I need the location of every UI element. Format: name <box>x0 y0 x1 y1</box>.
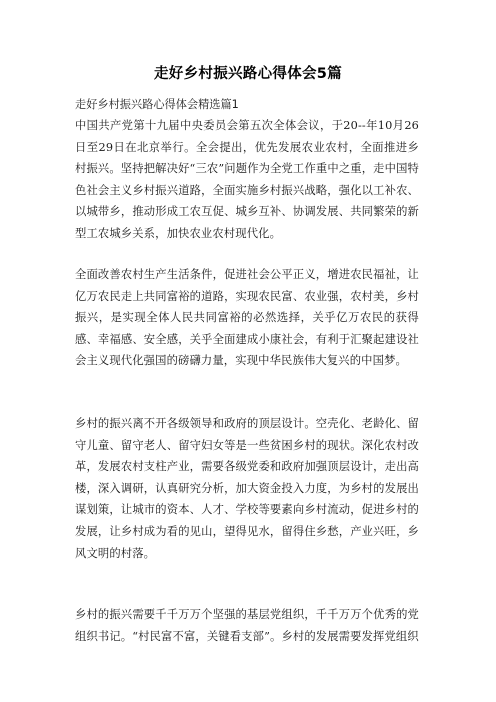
paragraph-4: 乡村的振兴需要千千万万个坚强的基层党组织，千千万万个优秀的党组织书记。“村民富不富，关键看支部”。乡村的发展需要发挥党组织 <box>75 608 419 643</box>
section-subtitle: 走好乡村振兴路心得体会精选篇1 <box>75 98 239 111</box>
document-title: 走好乡村振兴路心得体会5篇 <box>154 66 342 82</box>
paragraph-2: 全面改善农村生产生活条件，促进社会公平正义，增进农民福祉，让亿万农民走上共同富裕的道路，实现农民富、农业强，农村美，乡村振兴，是实现全体人民共同富裕的必然选择，关乎亿万农民的获得感、幸福感、安全感，关乎全面建成小康社会，有利于汇聚起建设社会主义现代化强国的磅礴力量，实现中华民族伟大复兴的中国梦。 <box>75 268 419 368</box>
paragraph-1: 中国共产党第十九届中央委员会第五次全体会议，于20--年10月26日至29日在北京举行。全会提出，优先发展农业农村，全面推进乡村振兴。坚持把解决好“三农”问题作为全党工作重中之重，走中国特色社会主义乡村振兴道路，全面实施乡村振兴战略，强化以工补农、以城带乡，推动形成工农互促、城乡互补、协调发展、共同繁荣的新型工农城乡关系，加快农业农村现代化。 <box>75 119 419 240</box>
paragraph-3: 乡村的振兴离不开各级领导和政府的顶层设计。空壳化、老龄化、留守儿童、留守老人、留守妇女等是一些贫困乡村的现状。深化农村改革，发展农村支柱产业，需要各级党委和政府加强顶层设计，走出高楼，深入调研，认真研究分析，加大资金投入力度，为乡村的发展出谋划策，让城市的资本、人才、学校等要素向乡村流动，促进乡村的发展，让乡村成为看的见山，望得见水，留得住乡愁，产业兴旺，乡风文明的村落。 <box>75 417 419 560</box>
